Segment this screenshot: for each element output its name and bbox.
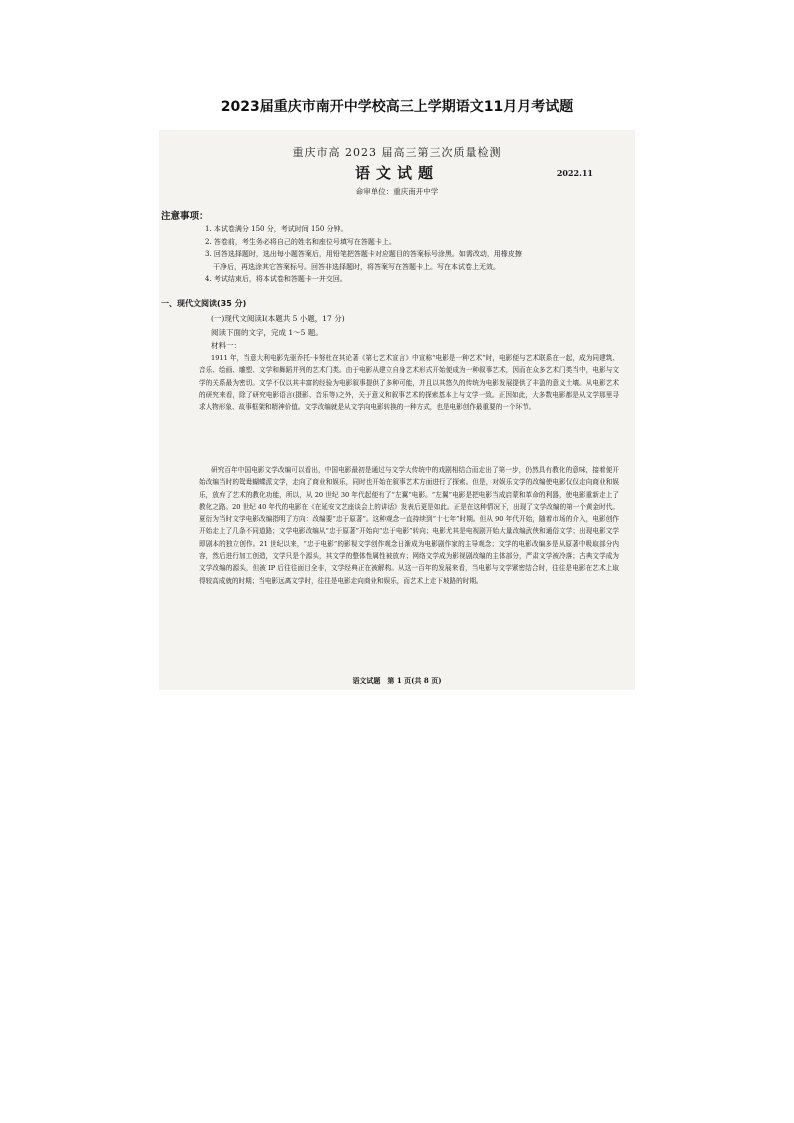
notice-item: 干净后，再选涂其它答案标号。回答非选择题时，将答案写在答题卡上。写在本试卷上无效。 xyxy=(213,262,500,271)
paragraph: 1911 年，当意大利电影先驱乔托·卡努杜在其论著《第七艺术宣言》中宣称“电影是一种艺术”时，电影便与艺术联系在一起，成为同建筑、音乐、绘画、雕塑、文学和舞蹈并列的艺术门类。由于电影从建立自身艺术形式开始便成为一种叙事艺术，因而在众多艺术门类当中，电影与文学的关系最为密切。文学不仅以其丰富的经验为电影叙事提供了多种可能，并且以其悠久的传统为电影发展提供了丰盈的意义土壤。从电影艺术的研究来看，除了研究电影语言(摄影、音乐等)之外，关于意义和叙事艺术的探索基本上与文学一致。正因如此，大多数电影都是从文学那里寻求人物形象、故事框架和精神价值。文学改编就是从文学向电影转换的一种方式，也是电影创作最重要的一个环节。 xyxy=(199,354,619,412)
scanned-exam-page xyxy=(159,130,635,690)
notice-item: 3. 回答选择题时，选出每小题答案后，用铅笔把答题卡对应题目的答案标号涂黑。如需改动，用橡皮擦 xyxy=(205,250,522,259)
instruction: 阅读下面的文字，完成 1～5 题。 xyxy=(211,327,323,337)
subsection-title: (一)现代文阅读Ⅰ(本题共 5 小题，17 分) xyxy=(211,314,345,323)
paragraph: 研究百年中国电影文学改编可以看出，中国电影最初是通过与文学大传统中的戏剧相结合而走出了第一步，仍然具有教化的意味，接着便开始改编当时的鸳鸯蝴蝶派文学，走向了商业和娱乐，同时也开始在叙事艺术方面进行了探索。但是，对娱乐文学的改编使电影仅仅走向商业和娱乐，放弃了艺术的教化功能，所以，从 20 世纪 30 年代起便有了“左翼”电影。“左翼”电影是把电影当成启蒙和革命的利器，使电影重新走上了教化之路。20 世纪 40 年代的电影在《在延安文艺座谈会上的讲话》发表后更是如此。正是在这种情况下，出现了文学改编的第一个黄金时代。夏衍为当时文学电影改编指明了方向：改编要“忠于原著”。这种观念一直持续到“十七年”时期。但从 90 年代开始，随着市场的介入，电影创作开始走上了几条不同道路；文学电影改编从“忠于原著”开始向“忠于电影”转向；电影尤其是电视剧开始大量改编武侠和通俗文学；出现电影文学即剧本的独立创作。21 世纪以来，“忠于电影”的影视文学创作观念日渐成为电影剧作家的主导观念；文学的电影改编多是从原著中吸取部分内容，然后进行加工创造，文学只是个源头，其文学的整体性属性被放弃；网络文学成为影视剧改编的主体部分，严肃文学被冷落；古典文学成为文学改编的源头，但被 IP 后往往面目全非，文学经典正在被解构。从这一百年的发展来看，当电影与文学紧密结合时，往往是电影在艺术上取得较高成就的时期；当电影远离文学时，往往是电影走向商业和娱乐，而艺术上走下坡路的时期。 xyxy=(199,466,619,585)
section-sub-lines xyxy=(211,312,345,353)
notice-heading: 注意事项： xyxy=(161,211,209,222)
page-footer: 语文试题 第 1 页(共 8 页) xyxy=(352,676,442,685)
document-title: 2023届重庆市南开中学校高三上学期语文11月月考试题 xyxy=(220,99,574,115)
exam-title: 语文试题 xyxy=(354,164,439,182)
notice-item: 2. 答卷前，考生务必将自己的姓名和座位号填写在答题卡上。 xyxy=(205,237,396,246)
section-heading: 一、现代文阅读(35 分) xyxy=(161,299,247,308)
exam-unit: 命审单位：重庆南开中学 xyxy=(355,187,439,196)
notice-item: 4. 考试结束后，将本试卷和答题卡一并交回。 xyxy=(205,275,347,284)
exam-header: 重庆市高 2023 届高三第三次质量检测 xyxy=(292,146,502,159)
exam-date: 2022.11 xyxy=(556,168,593,178)
notice-item: 1. 本试卷满分 150 分，考试时间 150 分钟。 xyxy=(205,225,348,233)
notice-list xyxy=(205,223,615,286)
material-label: 材料一： xyxy=(211,341,241,350)
